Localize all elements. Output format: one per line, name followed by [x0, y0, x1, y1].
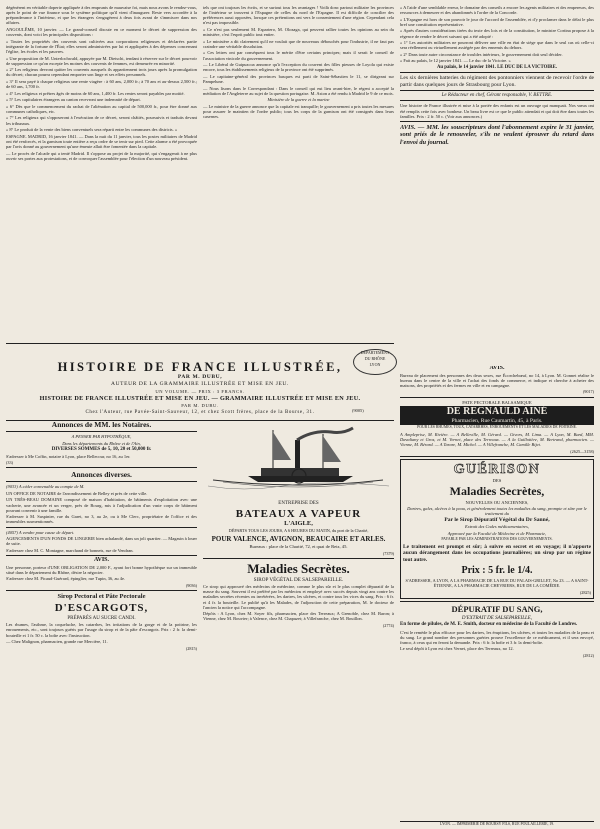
guerison-title: GUÉRISON [453, 461, 541, 477]
paragraph: « 3° Il sera payé à chaque religieux une rente viagère : à 60 ans, 2,000 fr.; à 70 ans et au-dessus 2,500 fr.; de 60 ans, 1,700 fr. [6, 78, 197, 90]
notaires-heading: Annonces de MM. les Notaires. [51, 420, 152, 429]
pontonniers-notice: Les six dernières batteries du régiment des pontonniers viennent de recevoir l'ordre de partir dans quelques jours de Strasbourg pour Lyon. [400, 75, 594, 88]
paragraph: « 2° Les religieux devront quitter les couvents auxquels ils appartiennent trois jours après la promulgation du décret; chacun pourra cependant emporter son linge et ses effets personnels. [6, 67, 197, 78]
ad-address: Chez l'Auteur, rue Pavée-Saint-Sauveur, 12, et chez Scott frères, place de la Bourse, 31. [85, 410, 315, 415]
notaires-line: Dans les départements du Rhône et de l'Ain, [62, 440, 141, 446]
notaires-line: A PENSER PAR HYPOTHÈQUE, [71, 434, 132, 439]
ad-subtitle: AUTEUR DE LA GRAMMAIRE ILLUSTRÉE ET MISE EN JEU. [111, 381, 289, 387]
ad-number: (7379) [382, 550, 394, 556]
ad-title-secondary: HISTOIRE DE FRANCE ILLUSTRÉE ET MISE EN JEU. — GRAMMAIRE ILLUSTRÉE ET MISE EN JEU. [39, 395, 361, 402]
paragraph: « Le ministère a dit clairement qu'il ne voulait que de nouveaux débouchés pour l'industrie, il ne faut pas craindre une véritable dissolution. [203, 38, 394, 49]
ad-number: (2825) [579, 589, 591, 595]
decree-signature: Au palais, le 14 janvier 1841. LE DUC DE LA VICTOIRE. [436, 64, 558, 70]
paragraph: « 8° Le produit de la vente des biens conventuels sera réparti entre les communes des districts. » [6, 127, 178, 133]
article-column-left [6, 5, 197, 341]
section-heading: Ministère de la guerre et la marine [267, 97, 330, 103]
ads-column-left [6, 420, 197, 822]
guerison-line: NOUVELLES OU ANCIENNES, [465, 499, 529, 505]
paragraph: « Après d'autres considérations tirées du texte des lois et de la constitution, le ministre Cortina propose à la régence de rendre le décret suivant qui a été adopté : [400, 28, 594, 39]
stamp-text: LYON [369, 362, 381, 367]
guerison-line: PAYABLE PAR LES ADMINISTRATIONS DES GOUVERNEMENTS. [441, 537, 553, 542]
paragraph: — Le capitaine-général des provinces basques est parti de Saint-Sébastien le 11, se dirigeant sur Pampelune. [203, 73, 394, 84]
paragraph: — Le ministre de la guerre annonce que la capitale est tranquille; le gouvernement a pris toutes les mesures pour assurer le maintien de l'ordre public; tous les corps de la garnison ont été consignés dans leurs casernes. [203, 103, 394, 120]
divider [203, 558, 394, 559]
bateaux-line: ENTREPRISE DES [278, 501, 319, 506]
guerison-line: Approuvé par la Faculté de Médecine et de Pharmacie, [447, 530, 547, 536]
ad-number: (2812) [582, 652, 594, 658]
divider [6, 467, 197, 468]
histoire-de-france-ad [6, 343, 394, 421]
notaires-line: DIVERSES SOMMES de 5, 10, 20 et 50,000 fr. [51, 447, 152, 453]
divider [400, 397, 594, 398]
steamboat-illustration [203, 420, 394, 496]
divider [400, 72, 594, 73]
paragraph: dégénérent en véritable doperie appliquée à des emprunts de mauvaise foi, mais nous avons le rendez-vous, après le point de vue finance sous le système politique qu'il vient d'inaugurer. Reste vers accordée à la préponderance à l'intérieur, et que les étrangers s'engagèrent à deux fois avant de s'immiscer dans nos affaires. [6, 5, 197, 26]
subscription-avis: AVIS. — MM. les souscripteurs dont l'abonnement expire le 31 janvier, sont priés de le renouveler, s'ils ne veulent éprouver du retard dans l'envoi du journal. [400, 123, 594, 147]
printer-imprint: LYON. — IMPRIMERIE DE BOURSY FILS, RUE POULAILLERIE, 19. [400, 821, 594, 826]
regnauld-title: DE REGNAULD AINÉ [400, 406, 594, 418]
secretes-title: Maladies Secrètes. [247, 561, 350, 577]
paragraph: — Le procès de l'alcade qui a tenté Madrid. Il s'oppose au projet de la majorité, qui s'engagerait à ne plus ouvrir ses portes aux protestations, et de convoquer l'assemblée pour l'élection d'un nouveau président. [6, 150, 197, 161]
paragraph: A Ampleprise, M. Rivière. — A Belleville, M. Gérard. — Givors, M. Lima. — A Lyon, M. Bard, MM. Davaliany et Gros, et M. Vernet, place des Terreaux. — A la Guillotière, M. Bertrand, pharmacien. — Vienne, M. Bérard. — A Tarare, M. Michel. — A Villefranche, M. Camille Bijet. [400, 431, 594, 447]
paragraph: S'adresser chez M. C. Montagne, marchand de bonnets, rue de Vendran. [6, 547, 134, 553]
paragraph: (9033) A céder convenable au compte de M. [6, 484, 85, 490]
divider [6, 527, 197, 528]
paragraph: AGENCEMENTS D'UN FONDS DE LINGERIE bien achalandé, dans un joli quartier. — Magasin à louer de suite. [6, 536, 197, 547]
divider [400, 456, 594, 457]
stamp-text: DU RHÔNE [364, 356, 386, 361]
avis-heading: AVIS. [93, 557, 110, 564]
secretes-subtitle: SIROP VÉGÉTAL DE SALSEPAREILLE. [253, 576, 344, 583]
paragraph: « 1° Les autorités militaires ne pourront délivrer une ville en état de siège que dans le seul cas où celle-ci sera réellement ou virtuellement assiégée par des ennemis du dehors. [400, 40, 594, 51]
ads-column-middle [203, 420, 394, 822]
paragraph: « 5° Les capitulaires étrangers au canton recevront une indemnité de départ. [6, 97, 141, 103]
paragraph: Une personne, porteur d'UNE OBLIGATION DE 2,000 F., ayant fort bonne hypothèque sur un immeuble situé dans le département du Rhône, désire la négocier. [6, 564, 197, 575]
guerison-price: Prix : 5 fr. le 1/4. [461, 564, 533, 576]
paragraph: Ce sirop qui approuvé des médecins de médecine, comme le plus sûr et le plus complet dépuratif de la masse du sang. Souvent il est préféré par les médecins et employé avec succès depuis vingt ans contre les maladies secrètes récentes ou invétérées, les dartres, les ulcères, et contre tous les vices du sang. Prix : 6 fr. et 4 fr. la bouteille. Le publié qu'à les Malades, de l'adjonction de cette préparation, M. le docteur de l'ancien la notice qui l'accompagne. [203, 584, 394, 610]
ad-number: (9005) [352, 408, 364, 413]
espagne-dispatch: ESPAGNE. MADRID, 16 janvier 1841. — Dans la nuit du 11 janvier, tous les postes militaires de Madrid ont été renforcés, et la garnison toute entière a reçu ordre de se tenir sur pied. Cette alarme a été provoquée par l'avis donné au gouvernement qu'une émeute allait être fomentée dans la capitale. [6, 133, 197, 150]
guerison-line: Extrait des Codes médicamentaires, [465, 524, 529, 530]
ad-number: (2774) [382, 622, 394, 628]
article-column-middle [203, 5, 394, 341]
ad-number: (33) [6, 460, 13, 466]
guerison-subtitle: Maladies Secrètes, [449, 483, 545, 498]
divider [6, 555, 197, 556]
divider [400, 601, 594, 602]
ad-number: (2815) [185, 645, 197, 651]
paragraph: « 2° Dans toute autre circonstance de troubles intérieurs, le gouvernement doit seul décider. [400, 51, 563, 57]
paragraph: « L'Espagne est hors de son pouvoir le jour de l'accord de l'assemblée, et d'y proclamer dans le délai le plus bref une constitution représentative. [400, 16, 594, 27]
avis-heading: AVIS. [489, 366, 505, 371]
paragraph: « A l'aide d'une semblable erreur, le domaine des conseils a encore les agents militaires et des empereurs, des ressources à demeurer et des abandonnés à l'ordre de la Concorde. [400, 5, 594, 16]
paragraph: « 6° Dès que le commencement du rachat de l'aliénation au capital de 500,000 fr., pour être donné aux communes catholiques, etc. [6, 103, 197, 114]
paragraph: « Ces lettres ont par conséquent tous le mérite d'être certains principes; mais il serait le conseil de l'association vinicole du gouvernement. [203, 50, 394, 61]
depuratif-title: DÉPURATIF DU SANG, [451, 604, 543, 615]
guerison-line: Dartres, gales, ulcères à la peau, et généralement toutes les maladies du sang, prompte et sûre par le traitement du [407, 506, 587, 517]
regnauld-address: Pharmacien, Rue Caumartin, 45, à Paris. [400, 418, 594, 425]
paragraph: UN TRÈS-BEAU DOMAINE composé de maison d'habitation, de bâtiments d'exploitation avec une vacherie, une avancée et un verger, près de Bourg, mis à l'adjudication d'un vaste corps de bâtiment pouvant convenir à une famille. [6, 497, 197, 513]
regnauld-indications: POUR LES RHUMES, TOUX, CATARRHES, ENROUEMENTS ET LES MALADIES DE POITRINE. [417, 425, 577, 430]
divider [6, 431, 197, 432]
ad-author: PAR M. DUBU, [177, 374, 223, 380]
guerison-line: Par le Sirop Dépuratif Végétal du Dr Sanné, [444, 516, 550, 523]
divider [400, 90, 594, 91]
paragraph: S'adresser chez M. Picaud-Guérard, épinglier, rue Tupin, 36, au 4e. [6, 576, 126, 582]
paragraph: « Une proposition de M. Unterlochwald, appuyée par M. Dietschi, tendant à réserver sur le décret pourvoir de suppression ce qu'on excepte les moines des couvents de femmes, est demeurée en minorité. [6, 55, 197, 66]
paragraph: ANGOULÊME, 10 janvier. — Le grand-conseil discute en ce moment le décret de suppression des couvents, dont voici les principales dispositions : [6, 27, 197, 38]
paragraph: UN OFFICE DE NOTAIRE de l'arrondissement de Belley et près de cette ville. [6, 490, 148, 496]
paragraph: Le seul dépôt à Lyon est chez Vernet, place des Terreaux, no 12. [400, 646, 514, 652]
paragraph: — Le Libéral de Guipuzcoa annonce qu'à l'exception du couvent des filles pieuses de Loyola qui existe encore, tous les établissements religieux de la province ont été supprimés. [203, 62, 394, 73]
divider [400, 100, 594, 101]
diverses-heading: Annonces diverses. [71, 470, 132, 480]
book-notice: Une histoire de France illustrée et mise à la portée des enfants est un ouvrage qui manquait. Nos vœux ont été remplis cette fois avec bonheur. Un beau livre est ce que le public attendait et qui doit être dans toutes les familles. Prix : 2 fr. 50 c. (Voir aux annonces.) [400, 103, 594, 119]
paragraph: « Fait au palais, le 12 janvier 1841. — Le duc de la Victoire. » [400, 58, 511, 64]
article-column-right [400, 5, 594, 363]
stamp-text: DÉPARTEMENT [360, 350, 390, 355]
bateaux-title: BATEAUX A VAPEUR [235, 507, 362, 520]
bateaux-line: DÉPARTS TOUS LES JOURS, A 6 HEURES DU MATIN, du port de la Charité, [228, 527, 369, 533]
bateaux-address: Bureaux : place de la Charité, 72, et quai de Retz, 45. [249, 544, 348, 550]
notaires-line: S'adresser à Me Coffin, notaire à Lyon, place Bellecour, no 16, au 1er. [6, 453, 131, 459]
paragraph: — Nous lisons dans le Correspondant : Dans le conseil qui eut lieu avant-hier, le régent a accepté la médiation de l'Angleterre au sujet de la question portugaise. M. Aston a été rendu à Madrid le 9 de ce mois. [203, 85, 394, 96]
paragraph: (4057) A vendre pour cause de départ. [6, 529, 75, 535]
paragraph: tels que ont toujours les écrits, et se surtout tous les avantages ! Voilà donc partout militaire les provinces de l'intérieur se trouvent à l'Espagne de celles du nord de l'Espagne. Il est difficile de concilier des préférences aussi opposées, lorsque ces prétentions ont vers le consentement d'une région. Cependant cela n'est pas impossible. [203, 5, 394, 26]
ad-author-secondary: PAR M. DUBU. [181, 403, 219, 408]
bateaux-name: L'AIGLE, [284, 520, 313, 528]
ad-title: HISTOIRE DE FRANCE ILLUSTRÉE, [57, 360, 343, 374]
ads-column-right [400, 366, 594, 822]
bateaux-destinations: POUR VALENCE, AVIGNON, BEAUCAIRE ET ARLES. [211, 534, 386, 543]
paragraph: En forme de pilules, de M. E. Smith, docteur en médecine de la Faculté de Londres. [400, 622, 578, 628]
ad-number: (2625—3158) [570, 448, 594, 454]
editor-line: Le Rédacteur en chef, Gérant responsable, V. BETTRE. [441, 93, 553, 99]
paragraph: « Toutes les propriétés des couvents sont cultivées aux corporations religieuses et déclarées partie intégrante de la fortune de l'État; elles seront administrées par lui et appliquées à des dépenses concernant l'église, les écoles et les pauvres. [6, 38, 197, 55]
paragraph: C'est le remède le plus efficace pour les dartres, les éruptions, les ulcères, et toutes les maladies de la peau et du sang. Le grand nombre des personnes guéries prouve l'excellence de ce médicament, et il sera envoyé, franco, à ceux qui en feront la demande. Prix : 6 fr. la boîte et 3 fr. la demi-boîte. [400, 629, 594, 645]
paragraph: — Chez Malignon, pharmacien, grande rue Mercière, 11. [6, 639, 108, 645]
divider [6, 590, 197, 591]
divider [6, 481, 197, 482]
paragraph: Les rhumes, l'asthme, la coqueluche, les catarrhes, les irritations de la gorge et de la poitrine, les enrouements, etc., sont toujours guéris par l'usage du sirop et de la pâte d'escargots. Prix : 2 fr. la demi-bouteille et 1 fr. 50 c. la boîte avec l'instruction. [6, 622, 197, 638]
guerison-ad [400, 459, 594, 600]
escargots-title: Sirop Pectoral et Pâte Pectorale [57, 592, 146, 600]
depuratif-subtitle: D'EXTRAIT DE SALSEPAREILLE, [461, 615, 533, 621]
ad-number: (9036) [185, 582, 197, 588]
tax-stamp [353, 349, 397, 375]
escargots-subtitle: PRÉPARÉS AU SUCRE CANDI. [67, 615, 136, 621]
paragraph: S'adresser à M. Suspinier, rue du Garet, no 3, au 2e, ou à Me Clerc, propriétaire de l'office et des immeubles susmentionnés. [6, 514, 197, 525]
guerison-address: S'ADRESSER, A LYON, A LA PHARMACIE DE LA RUE DU PALAIS-GRILLET, No 23. — A SAINT-ÉTIENNE, A LA PHARMACIE CHEVRIERS, RUE DE LA COMÉDIE. [405, 577, 589, 589]
guerison-line: DES [492, 478, 502, 484]
regnauld-tagline: PATE PECTORALE BALSAMIQUE [462, 399, 532, 405]
paragraph: « 4° Les religieux et prêtres âgés de moins de 60 ans, 1,400 fr. Les rentes seront payables par moitié. [6, 90, 185, 96]
paragraph: Dépôts : A Lyon, chez M. Soyer fils, pharmacien, place des Terreaux; A Grenoble, chez M. Baron; à Vienne, chez M. Bouvier; à Valence, chez M. Chapuzet; à Villefranche, chez M. Bouillon. [203, 611, 394, 622]
paragraph: Bureau de placement des personnes des deux sexes, rue Écorchebœuf, no 14, à Lyon. M. Gonnet réalise le bureau dans le centre de la ville et l'achat des fonds de commerce, et indique et cherche à acheter des maisons, des propriétés et des fermes en ville et en campagne. [400, 372, 594, 388]
paragraph: « Ce n'est pas seulement M. Espartero, M. Olozaga, qui peuvent rallier toutes les opinions au sein du ministère, c'est l'esprit public tout entier. [203, 27, 394, 38]
guerison-body: Le traitement est prompt et sûr; à suivre en secret et en voyage; il n'apporte aucun dérangement dans les occupations journalières; un sirop par un régime tout autre. [403, 543, 591, 563]
divider [400, 121, 594, 122]
ad-price: UN VOLUME. — PRIX : 3 FRANCS. [155, 389, 245, 394]
escargots-name: D'ESCARGOTS, [54, 601, 149, 614]
ad-number: (9017) [582, 389, 594, 395]
paragraph: « 7° Les religieux qui s'opposeront à l'exécution de ce décret, seront châtiés, poursuivis et traduits devant les tribunaux. [6, 115, 197, 126]
